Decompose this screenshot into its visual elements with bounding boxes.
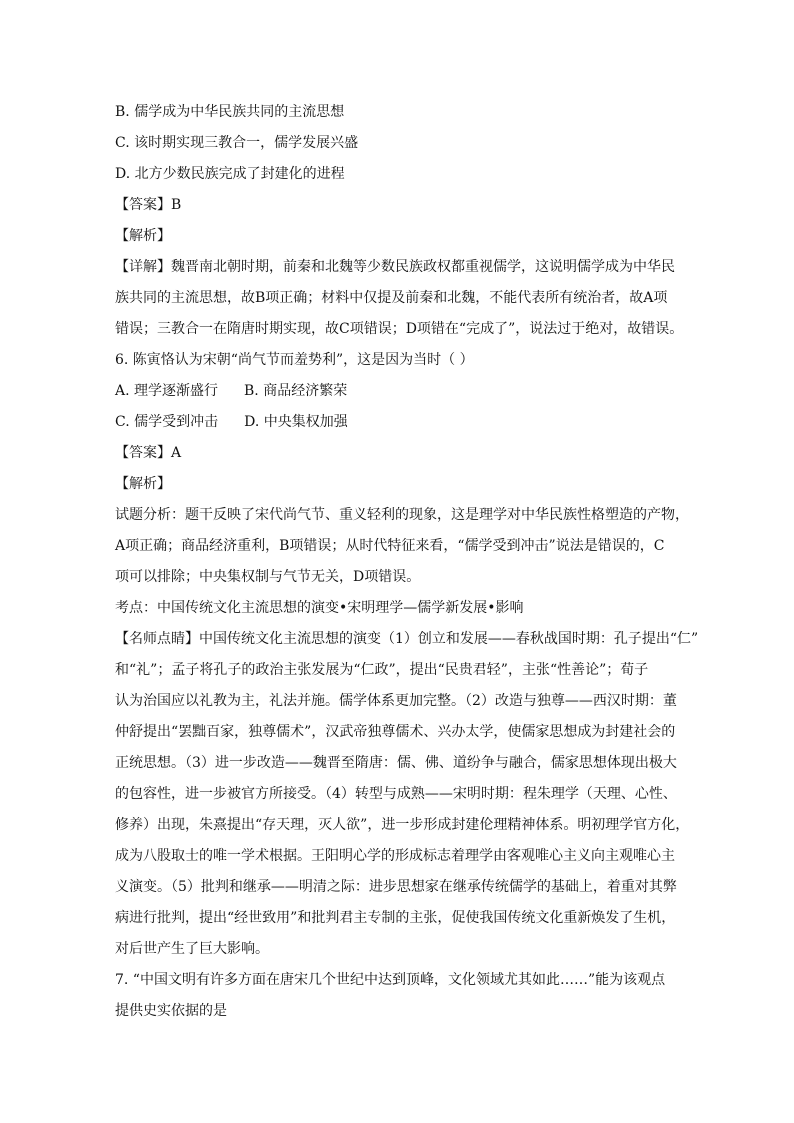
explanation-line: 【详解】魏晋南北朝时期，前秦和北魏等少数民族政权都重视儒学，这说明儒学成为中华民 [115,259,675,275]
teacher-note-line: 病进行批判，提出“经世致用”和批判君主专制的主张，促使我国传统文化重新焕发了生机， [115,910,676,926]
teacher-note-line: 义演变。（5）批判和继承——明清之际：进步思想家在继承传统儒学的基础上，着重对其弊 [115,879,677,895]
teacher-note-line: 认为治国应以礼教为主，礼法并施。儒学体系更加完整。（2）改造与独尊——西汉时期：董 [115,693,677,709]
analysis-line: 项可以排除；中央集权制与气节无关，D项错误。 [115,569,421,585]
q6-options-row [115,412,348,432]
q6-option-b: B. 商品经济繁荣 [244,383,348,399]
teacher-note-line: 仲舒提出“罢黜百家，独尊儒术”，汉武帝独尊儒术、兴办太学，使儒家思想成为封建社会的 [115,724,676,740]
option-c: C. 该时期实现三教合一，儒学发展兴盛 [115,135,359,151]
analysis-label: 【解析】 [115,228,171,244]
teacher-note-line: 和“礼”；孟子将孔子的政治主张发展为“仁政”，提出“民贵君轻”，主张“性善论”；荀子 [115,662,649,678]
teacher-note-line: 对后世产生了巨大影响。 [115,941,269,957]
answer-label: 【答案】A [115,445,182,461]
option-b: B. 儒学成为中华民族共同的主流思想 [115,104,345,120]
teacher-note-line: 【名师点睛】中国传统文化主流思想的演变（1）创立和发展——春秋战国时期：孔子提出“仁” [115,631,699,647]
answer-label: 【答案】B [115,197,182,213]
option-d: D. 北方少数民族完成了封建化的进程 [115,166,345,182]
teacher-note-line: 7. “中国文明有许多方面在唐宋几个世纪中达到顶峰，文化领域尤其如此……”能为该观点 [115,972,666,988]
teacher-note-line: 正统思想。（3）进一步改造——魏晋至隋唐：儒、佛、道纷争与融合，儒家思想体现出极大 [115,755,677,771]
analysis-line: 试题分析：题干反映了宋代尚气节、重义轻利的现象，这是理学对中华民族性格塑造的产物， [115,507,689,523]
explanation-line: 族共同的主流思想，故B项正确；材料中仅提及前秦和北魏，不能代表所有统治者，故A项 [115,290,668,306]
teacher-note-line: 成为八股取士的唯一学术根据。王阳明心学的形成标志着理学由客观唯心主义向主观唯心主 [115,848,675,864]
explanation-line: 错误；三教合一在隋唐时期实现，故C项错误；D项错在“完成了”，说法过于绝对，故错误。 [115,321,684,337]
analysis-label: 【解析】 [115,476,171,492]
teacher-note-line: 的包容性，进一步被官方所接受。（4）转型与成熟——宋明时期：程朱理学（天理、心性、 [115,786,677,802]
key-point-line: 考点：中国传统文化主流思想的演变•宋明理学—儒学新发展•影响 [115,600,524,616]
teacher-note-line: 修养）出现，朱熹提出“存天理，灭人欲”，进一步形成封建伦理精神体系。明初理学官方化， [115,817,690,833]
q6-option-d: D. 中央集权加强 [244,414,348,430]
q6-options-row [115,381,347,401]
analysis-line: A项正确；商品经济重利，B项错误；从时代特征来看，“儒学受到冲击”说法是错误的，C [115,538,665,554]
q6-option-a: A. 理学逐渐盛行 [115,383,219,399]
question-6: 6. 陈寅恪认为宋朝“尚气节而羞势利”，这是因为当时（ ） [115,352,474,368]
q6-option-c: C. 儒学受到冲击 [115,414,219,430]
question-7: 提供史实依据的是 [115,1003,227,1019]
